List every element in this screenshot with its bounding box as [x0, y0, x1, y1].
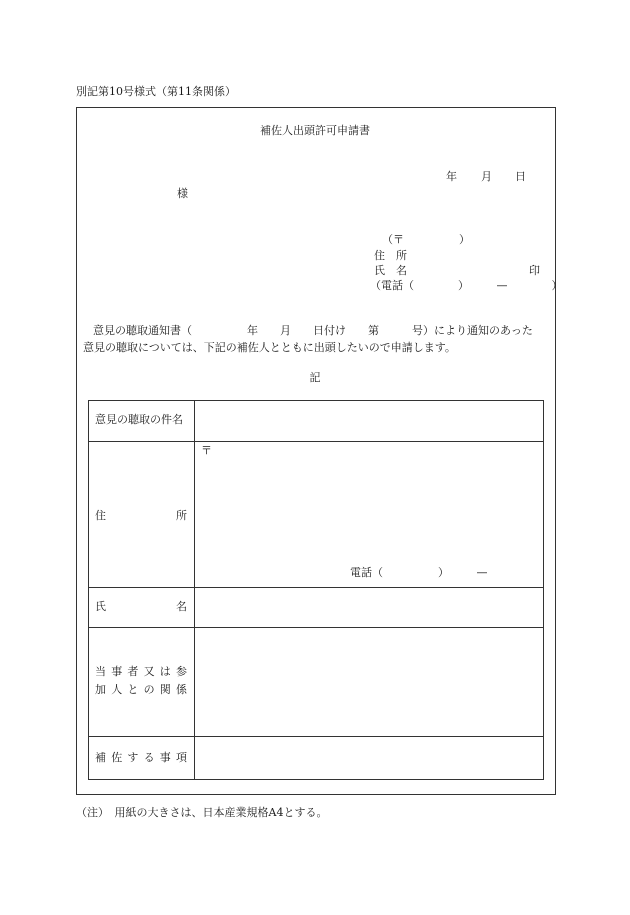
helper-phone: 電話（ ） — — [350, 566, 488, 579]
postal-mark: 〒 — [201, 444, 212, 457]
table-row-divider — [88, 587, 544, 588]
form-number-label: 別記第10号様式（第11条関係） — [76, 85, 236, 98]
table-row-divider — [88, 627, 544, 628]
table-label-subject: 意見の聴取の件名 — [95, 413, 183, 426]
table-column-divider — [194, 400, 195, 780]
seal-mark: 印 — [529, 264, 540, 277]
form-title: 補佐人出頭許可申請書 — [260, 124, 370, 137]
applicant-postal: （〒 ） — [382, 233, 470, 246]
details-table — [88, 400, 544, 780]
note-heading: 記 — [309, 371, 321, 384]
applicant-phone: （電話（ ） — ） — [370, 279, 563, 292]
body-line-2: 意見の聴取については、下記の補佐人とともに出頭したいので申請します。 — [83, 341, 456, 354]
table-row-divider — [88, 441, 544, 442]
table-label-relation — [95, 666, 187, 695]
relation-line-2: 加 人 と の 関 係 — [95, 683, 187, 696]
relation-line-1: 当 事 者 又 は 参 — [95, 665, 187, 678]
date-day: 日 — [515, 170, 526, 183]
table-row-divider — [88, 736, 544, 737]
footer-note: （注） 用紙の大きさは、日本産業規格A4とする。 — [76, 806, 328, 819]
applicant-name-label: 氏 名 — [374, 264, 407, 277]
table-label-assist: 補 佐 す る 事 項 — [95, 751, 187, 764]
addressee-suffix: 様 — [177, 187, 188, 200]
applicant-address-label: 住 所 — [374, 249, 407, 262]
table-label-address: 住 所 — [95, 509, 187, 522]
date-year: 年 — [446, 170, 457, 183]
body-line-1: 意見の聴取通知書（ 年 月 日付け 第 号）により通知のあった — [93, 324, 533, 337]
table-label-name: 氏 名 — [95, 600, 187, 613]
date-month: 月 — [481, 170, 492, 183]
